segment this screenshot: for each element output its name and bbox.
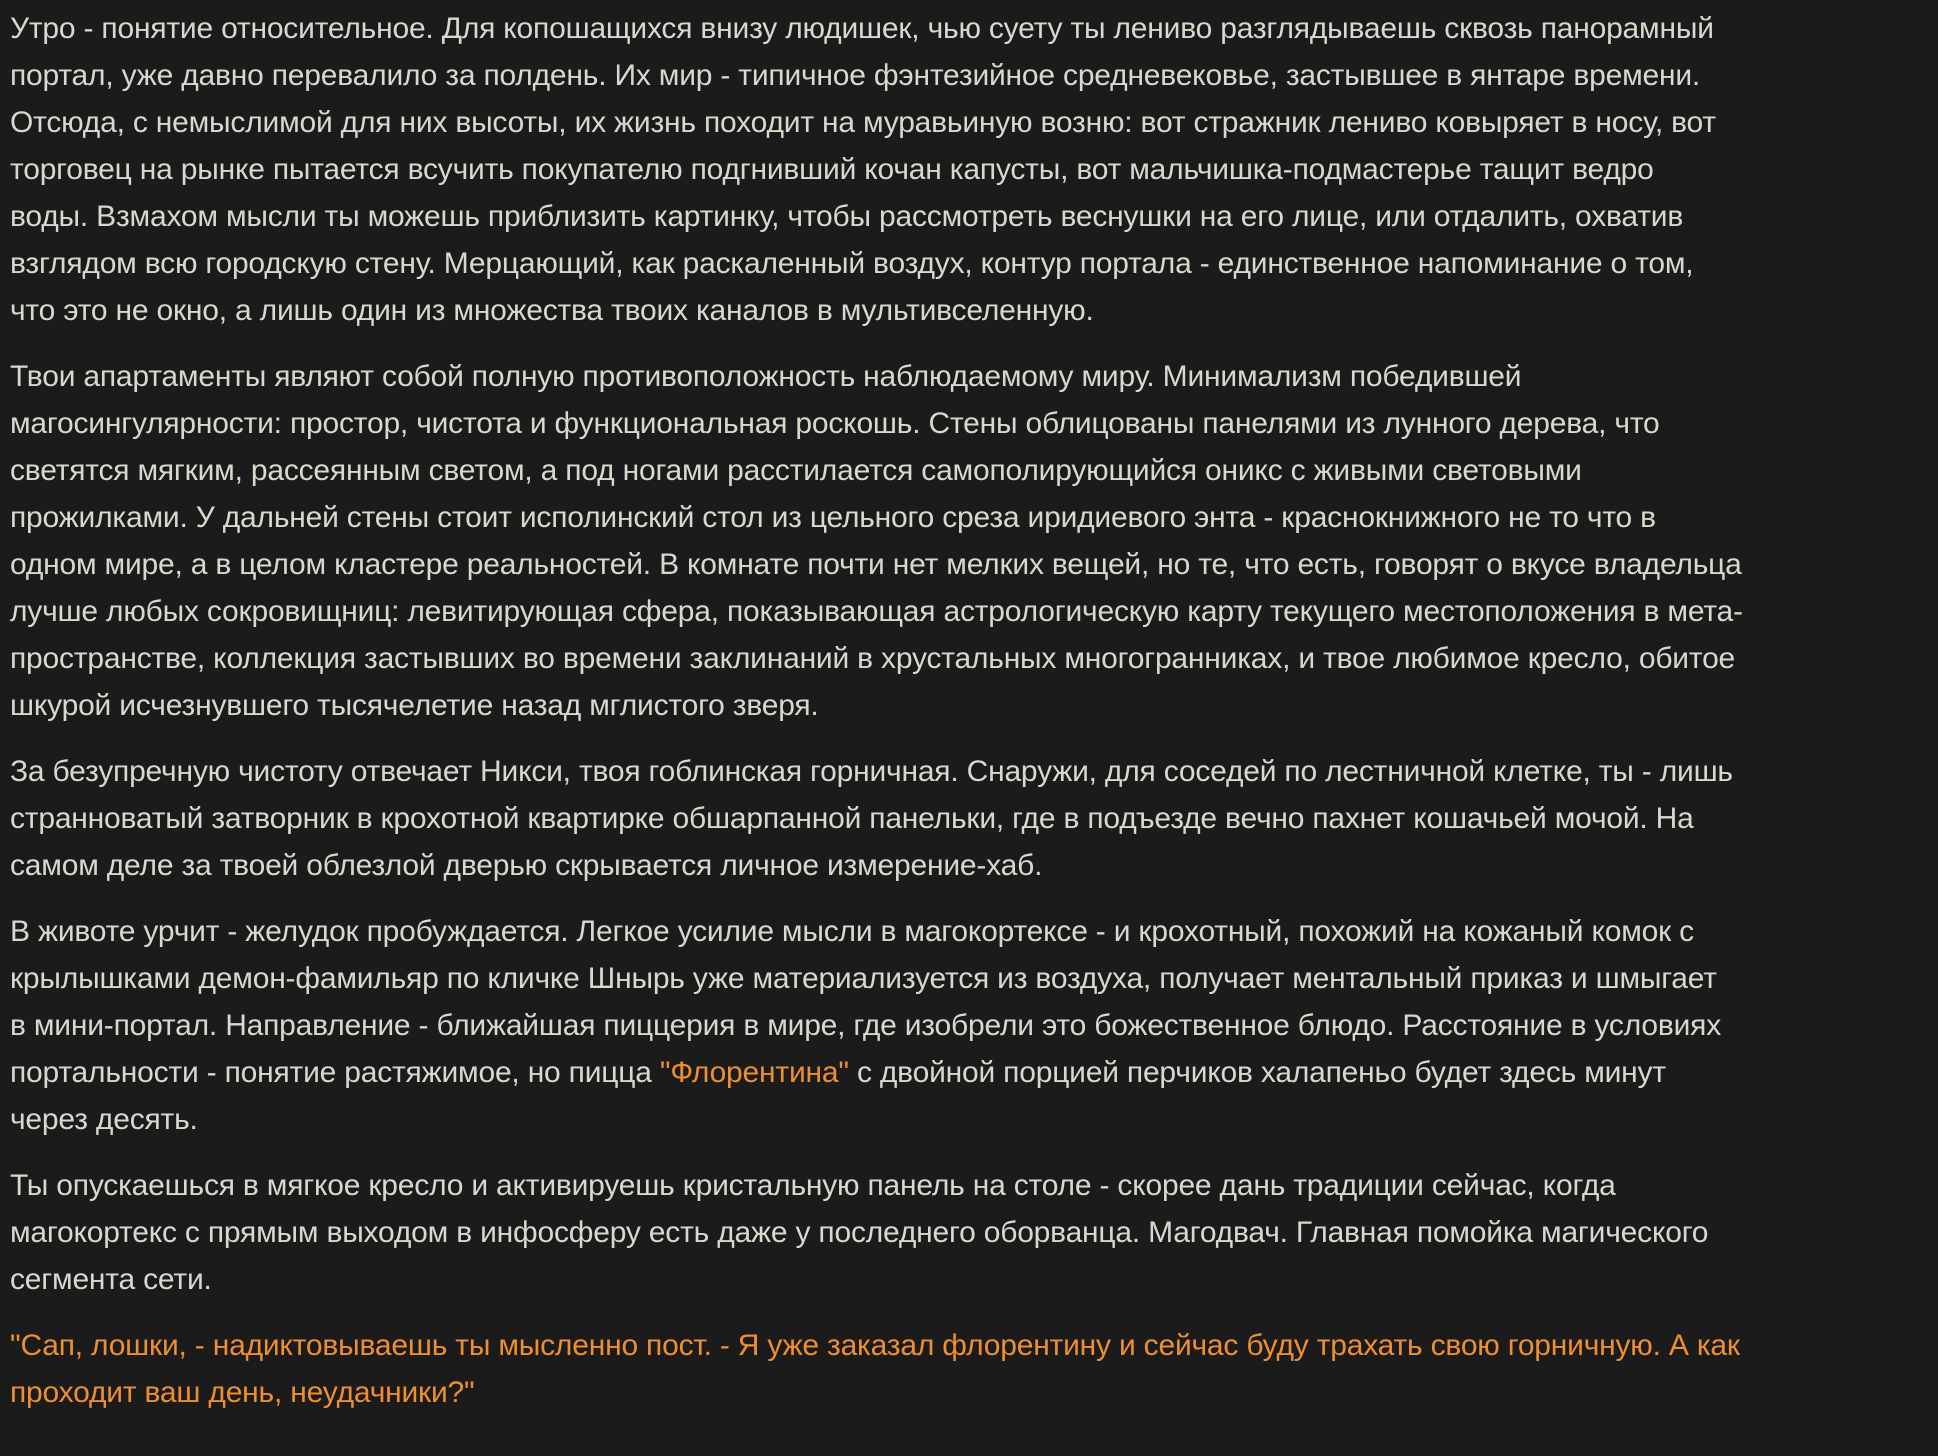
paragraph-morning-portal: Утро - понятие относительное. Для копошащихся внизу людишек, чью суету ты лениво разглядываешь сквозь панорамный портал, уже давно перевалило за полдень. Их мир - типичное фэнтезийное средневековье, застывшее в янтаре времени. Отсюда, с немыслимой для них высоты, их жизнь походит на муравьиную возню: вот стражник лениво ковыряет в носу, вот торговец на рынке пытается всучить покупателю подгнивший кочан капусты, вот мальчишка-подмастерье тащит ведро воды. Взмахом мысли ты можешь приблизить картинку, чтобы рассмотреть веснушки на его лице, или отдалить, охватив взглядом всю городскую стену. Мерцающий, как раскаленный воздух, контур портала - единственное напоминание о том, что это не окно, а лишь один из множества твоих каналов в мультивселенную.: [10, 12, 1716, 327]
story-text: [10, 5, 1926, 1416]
florentina-link[interactable]: "Флорентина": [659, 1056, 849, 1089]
paragraph-pizza-order: [10, 908, 1926, 1143]
paragraph-nixie-maid: За безупречную чистоту отвечает Никси, твоя гоблинская горничная. Снаружи, для соседей по лестничной клетке, ты - лишь странноватый затворник в крохотной квартирке обшарпанной панельки, где в подъезде вечно пахнет кошачьей мочой. На самом деле за твоей облезлой дверью скрывается личное измерение-хаб.: [10, 755, 1733, 882]
paragraph-pizza-before-link: В животе урчит - желудок пробуждается. Легкое усилие мысли в магокортексе - и крохотный, похожий на кожаный комок с крылышками демон-фамильяр по кличке Шнырь уже материализуется из воздуха, получает ментальный приказ и шмыгает в мини-портал. Направление - ближайшая пиццерия в мире, где изобрели это божественное блюдо. Расстояние в условиях портальности - понятие растяжимое, но пицца: [10, 915, 1722, 1089]
paragraph-pizza-after-link: с двойной порцией перчиков халапеньо будет здесь минут через десять.: [10, 1056, 1666, 1136]
paragraph-magodvach: Ты опускаешься в мягкое кресло и активируешь кристальную панель на столе - скорее дань традиции сейчас, когда магокортекс с прямым выходом в инфосферу есть даже у последнего оборванца. Магодвач. Главная помойка магического сегмента сети.: [10, 1169, 1709, 1296]
paragraph-apartments: Твои апартаменты являют собой полную противоположность наблюдаемому миру. Минимализм победившей магосингулярности: простор, чистота и функциональная роскошь. Стены облицованы панелями из лунного дерева, что светятся мягким, рассеянным светом, а под ногами расстилается самополирующийся оникс с живыми световыми прожилками. У дальней стены стоит исполинский стол из цельного среза иридиевого энта - краснокнижного не то что в одном мире, а в целом кластере реальностей. В комнате почти нет мелких вещей, но те, что есть, говорят о вкусе владельца лучше любых сокровищниц: левитирующая сфера, показывающая астрологическую карту текущего местоположения в мета- пространстве, коллекция застывших во времени заклинаний в хрустальных многогранниках, и твое любимое кресло, обитое шкурой исчезнувшего тысячелетие назад мглистого зверя.: [10, 360, 1743, 722]
final-post-quote: "Сап, лошки, - надиктовываешь ты мысленно пост. - Я уже заказал флорентину и сейчас буду трахать свою горничную. А как проходит ваш день, неудачники?": [10, 1329, 1740, 1409]
